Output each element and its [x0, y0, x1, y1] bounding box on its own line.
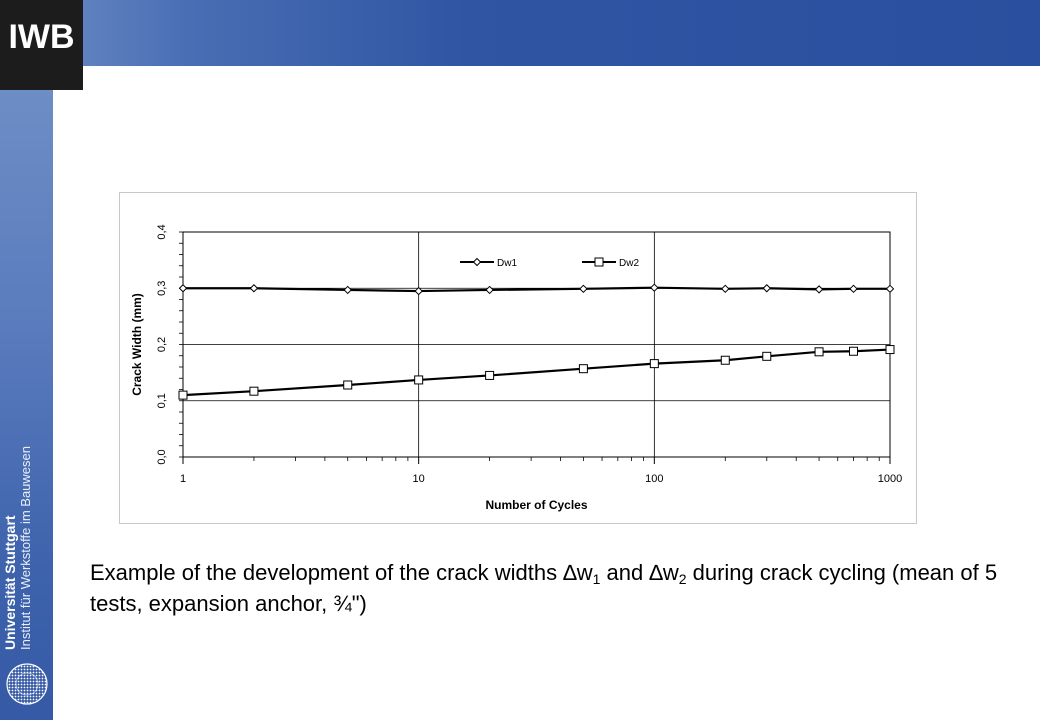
university-seal-icon	[5, 662, 49, 706]
x-tick-label: 1000	[877, 473, 903, 485]
data-point-dw1	[850, 285, 857, 292]
series-layer	[179, 284, 894, 399]
legend-marker-dw1	[474, 259, 481, 266]
caption-sub-1: 1	[592, 571, 601, 587]
caption-w1: w	[576, 560, 593, 585]
delta-symbol: ∆	[649, 560, 663, 585]
caption-sub-2: 2	[678, 571, 687, 587]
y-tick-label: 0,3	[156, 280, 168, 296]
caption-w2: w	[662, 560, 679, 585]
data-point-dw2	[849, 347, 857, 355]
y-tick-label: 0,4	[156, 224, 168, 240]
caption-and: and	[600, 560, 650, 585]
y-tick-label: 0,2	[156, 336, 168, 353]
data-point-dw2	[250, 387, 258, 395]
y-axis-title: Crack Width (mm)	[130, 293, 144, 396]
data-point-dw1	[651, 284, 658, 291]
legend-label-dw2: Dw2	[619, 258, 640, 269]
data-point-dw1	[763, 285, 770, 292]
x-tick-label: 1	[179, 473, 187, 485]
data-point-dw2	[886, 346, 894, 354]
data-point-dw1	[887, 285, 894, 292]
institute-name: Institut für Werkstoffe im Bauwesen	[18, 446, 33, 650]
data-point-dw1	[180, 285, 187, 292]
data-point-dw2	[486, 371, 494, 379]
top-banner	[0, 0, 1040, 66]
logo-text: IWB	[8, 18, 75, 56]
x-tick-label: 10	[412, 473, 425, 485]
data-point-dw2	[650, 360, 658, 368]
iwb-logo	[0, 0, 83, 90]
data-point-dw2	[415, 376, 423, 384]
x-axis-title: Number of Cycles	[485, 498, 588, 512]
caption-text-2: during crack cycling (mean of 5 tests, expansion anchor, ¾")	[90, 560, 998, 616]
legend-marker-dw2	[595, 258, 603, 266]
caption-text-1: Example of the development of the crack widths	[90, 560, 564, 585]
figure-caption	[90, 557, 1010, 619]
data-point-dw2	[763, 352, 771, 360]
data-point-dw1	[580, 285, 587, 292]
legend-label-dw1: Dw1	[497, 258, 518, 269]
data-point-dw2	[179, 391, 187, 399]
university-label	[3, 446, 33, 650]
data-point-dw1	[344, 286, 351, 293]
data-point-dw2	[815, 348, 823, 356]
legend	[460, 258, 639, 269]
axis-ticks	[179, 232, 890, 464]
y-tick-label: 0,0	[156, 449, 168, 465]
data-point-dw2	[721, 356, 729, 364]
data-point-dw2	[344, 381, 352, 389]
data-point-dw1	[250, 285, 257, 292]
crack-width-chart	[120, 193, 916, 523]
university-name: Universität Stuttgart	[2, 515, 18, 650]
series-line-dw2	[183, 350, 890, 396]
grid-lines	[183, 232, 890, 457]
data-point-dw2	[579, 365, 587, 373]
y-tick-label: 0,1	[156, 393, 168, 409]
chart-frame	[119, 192, 917, 524]
data-point-dw1	[816, 286, 823, 293]
x-tick-label: 100	[645, 473, 664, 485]
data-point-dw1	[722, 285, 729, 292]
delta-symbol: ∆	[563, 560, 577, 585]
data-point-dw1	[486, 286, 493, 293]
